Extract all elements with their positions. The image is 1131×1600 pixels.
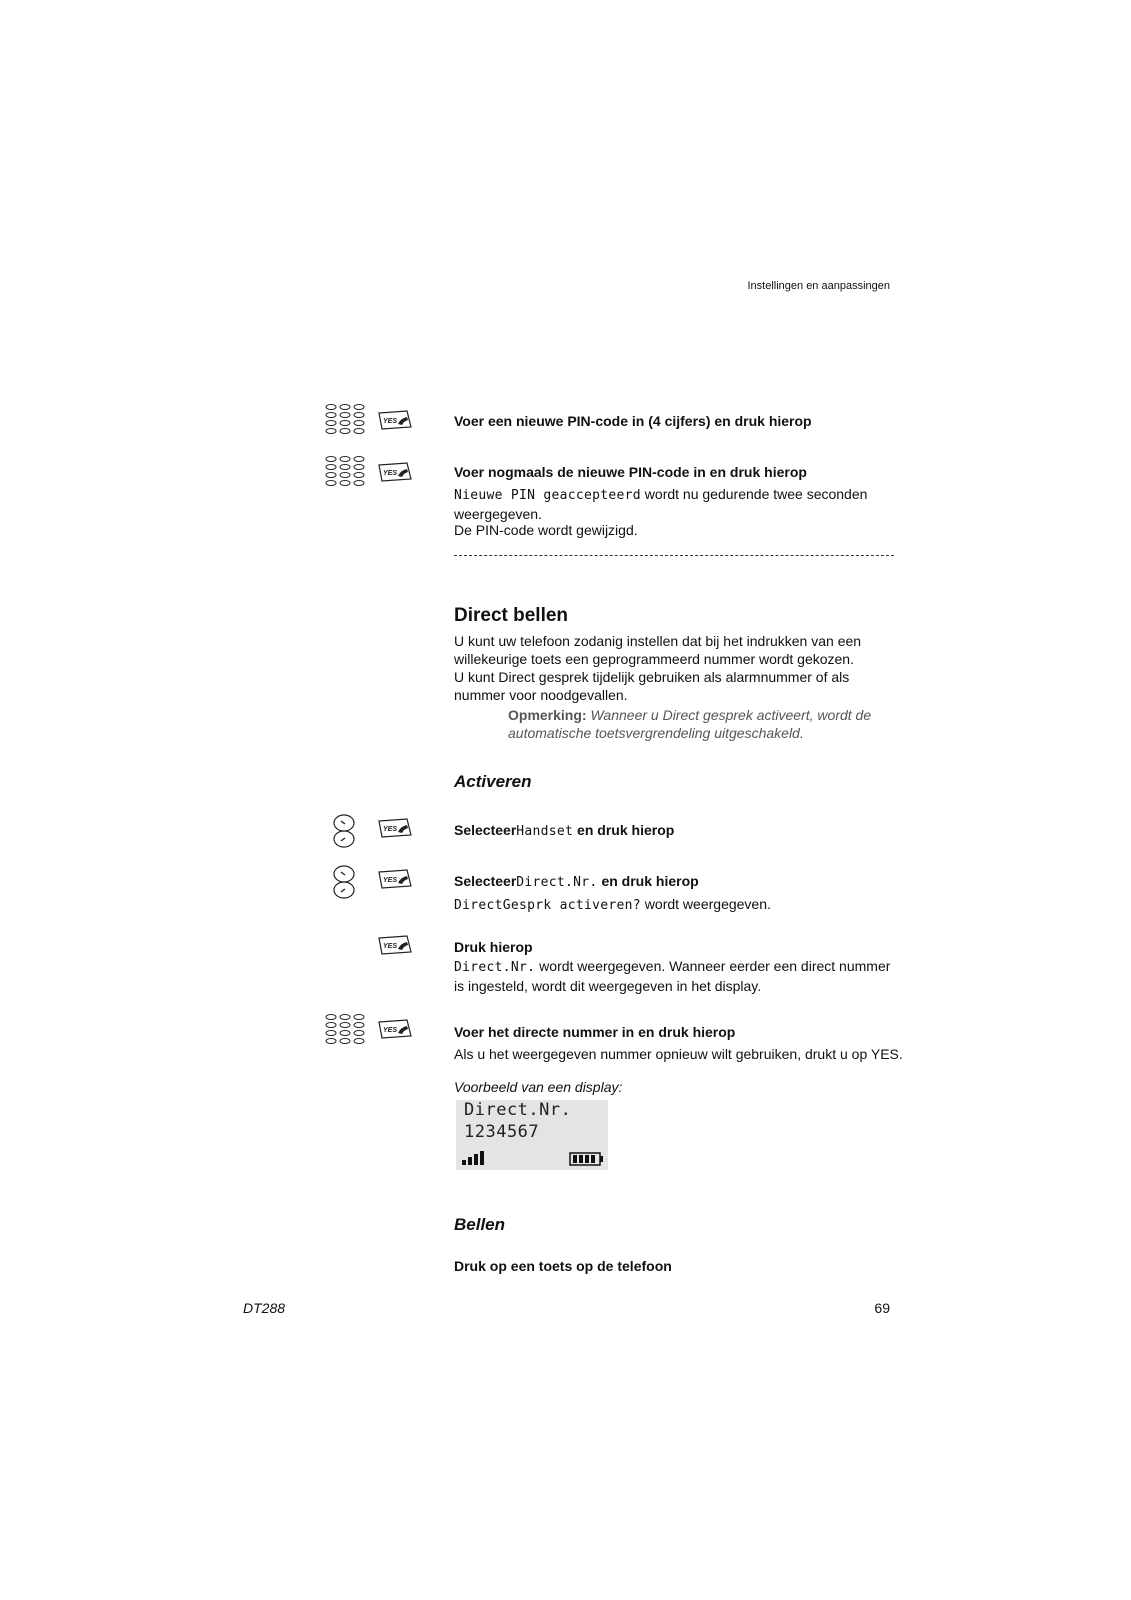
note-label: Opmerking: <box>508 707 587 723</box>
direct-intro: U kunt uw telefoon zodanig instellen dat bij het indrukken van een willekeurige toets een geprogrammeerd nummer wordt gekozen. <box>454 633 862 667</box>
step-new-pin: Voer een nieuwe PIN-code in (4 cijfers) en druk hierop <box>454 413 812 429</box>
section-divider <box>454 555 894 556</box>
subsection-title: Activeren <box>454 772 532 791</box>
yes-key-icon <box>377 462 413 487</box>
svg-text:YES: YES <box>383 826 398 833</box>
svg-text:YES: YES <box>383 1027 398 1034</box>
keypad-icon <box>325 403 365 435</box>
direct-alarm-text: U kunt Direct gesprek tijdelijk gebruiken als alarmnummer of als nummer voor noodgevallen. <box>454 669 850 703</box>
footer-model: DT288 <box>243 1300 286 1316</box>
svg-text:YES: YES <box>383 470 398 477</box>
step-press: Druk hierop <box>454 939 533 955</box>
note: Opmerking: Wanneer u Direct gesprek activeert, wordt de automatische toetsvergrendeling uitgeschakeld. <box>508 707 872 741</box>
display-line-2: 1234567 <box>464 1122 540 1142</box>
svg-text:YES: YES <box>383 877 398 884</box>
step-press-any-key: Druk op een toets op de telefoon <box>454 1258 672 1274</box>
keypad-icon <box>325 1013 365 1045</box>
battery-icon <box>569 1152 605 1166</box>
yes-key-icon <box>377 818 413 843</box>
step2-desc: DirectGesprk activeren? wordt weergegeven. <box>454 896 771 913</box>
yes-key-icon <box>377 410 413 435</box>
navigation-key-icon <box>332 865 356 899</box>
keypad-icon <box>325 455 365 487</box>
yes-key-icon <box>377 1019 413 1044</box>
step-repeat-pin: Voer nogmaals de nieuwe PIN-code in en druk hierop <box>454 464 807 480</box>
subsection-title: Bellen <box>454 1215 506 1234</box>
example-caption: Voorbeeld van een display: <box>454 1079 623 1095</box>
step4-desc: Als u het weergegeven nummer opnieuw wilt gebruiken, drukt u op YES. <box>454 1046 903 1062</box>
lcd-text: Direct.Nr. <box>516 875 598 890</box>
svg-text:YES: YES <box>383 418 398 425</box>
yes-key-icon <box>377 935 413 960</box>
running-header: Instellingen en aanpassingen <box>747 280 890 292</box>
lcd-text: DirectGesprk activeren? <box>454 898 641 913</box>
svg-text:YES: YES <box>383 943 398 950</box>
step3-desc: Direct.Nr. wordt weergegeven. Wanneer eerder een direct nummer is ingesteld, wordt dit weergegeven in het display. <box>454 958 891 994</box>
lcd-text: Handset <box>516 824 574 839</box>
display-line-1: Direct.Nr. <box>464 1100 572 1120</box>
page-number: 69 <box>874 1300 890 1316</box>
step-select-handset: SelecteerHandset en druk hierop <box>454 822 675 839</box>
section-title: Direct bellen <box>454 605 569 626</box>
signal-strength-icon <box>461 1150 487 1166</box>
pin-changed-text: De PIN-code wordt gewijzigd. <box>454 522 638 538</box>
lcd-text: Direct.Nr. <box>454 960 536 975</box>
step-select-direct-nr: SelecteerDirect.Nr. en druk hierop <box>454 873 699 890</box>
pin-accepted-desc: Nieuwe PIN geaccepteerd wordt nu gedurende twee seconden weergegeven. <box>454 486 868 522</box>
navigation-key-icon <box>332 814 356 848</box>
phone-display <box>456 1100 608 1170</box>
lcd-text: Nieuwe PIN geaccepteerd <box>454 488 641 503</box>
yes-key-icon <box>377 869 413 894</box>
step-enter-number: Voer het directe nummer in en druk hierop <box>454 1024 736 1040</box>
